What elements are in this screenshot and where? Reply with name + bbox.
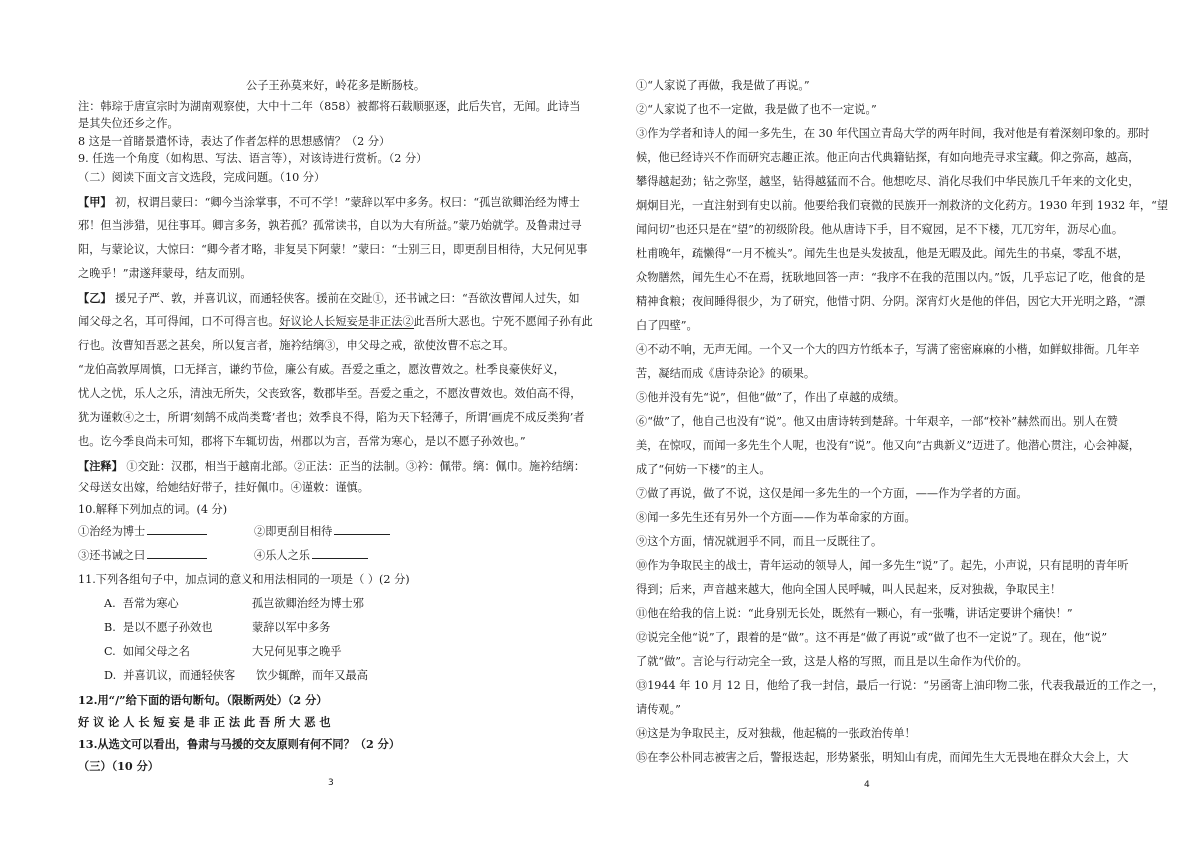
text-line: 炯炯目光，一直注射到有史以前。他要给我们衰微的民族开一剂救济的文化药方。1930 年到 1932 年，“望 — [636, 199, 1169, 212]
text-line: ③作为学者和诗人的闻一多先生，在 30 年代国立青岛大学的两年时间，我对他是有着深刻印象的。那时 — [636, 127, 1150, 140]
poem-note-1: 注：韩琮于唐宣宗时为湖南观察使，大中十二年（858）被都将石载顺驱逐，此后失官，无闻。此诗当 — [78, 100, 581, 113]
q10-item-2: ②即更刮目相待 — [254, 524, 392, 540]
section-2-heading: （二）阅读下面文言文选段，完成问题。（10 分） — [78, 171, 326, 184]
annotation-text: ①交趾：汉郡，相当于越南北部。②正法：正当的法制。③衿：佩带。缡：佩巾。施衿结缡： — [126, 460, 586, 473]
text-line: ②“人家说了也不一定做，我是做了也不一定说。” — [636, 103, 877, 116]
text-line: 众物膳然，闻先生心不在焉，抚耿地回答一声：“我序不在我的范围以内。”饭，几乎忘记了吃，他食的是 — [636, 271, 1146, 284]
passage-yi-line-5: 忧人之忧，乐人之乐，清浊无所失，父丧致客，数郡毕至。吾爱之重之，不愿汝曹效也。效伯高不得， — [78, 387, 582, 400]
page-number: 3 — [328, 778, 334, 788]
text-line: 美，在惊叹，而闻一多先生个人呢，也没有“说”。他又向“古典新义”迈进了。他潜心贯注，心会神凝， — [636, 439, 1140, 452]
text-line: 白了四壁”。 — [636, 319, 698, 332]
passage-jia-line-1 — [78, 194, 580, 211]
q10-item-3: ③还书诫之曰 — [78, 548, 209, 564]
text-line: ⑥“做”了，他自己也没有“说”。他又由唐诗转到楚辞。十年艰辛，一部“校补”赫然而出。别人在赞 — [636, 415, 1118, 428]
passage-jia-line-4: 之晚乎！”肃遂拜蒙母，结友而别。 — [78, 267, 252, 280]
q11-option-b-2: 蒙辞以军中多务 — [252, 621, 331, 634]
passage-yi-line-7: 也。讫今季良尚未可知，郡将下车辄切齿，州郡以为言，吾常为寒心，是以不愿子孙效也。” — [78, 435, 526, 448]
q11-option-d-2: 饮少辄醉，而年又最高 — [256, 669, 368, 682]
q10-item-4: ④乐人之乐 — [254, 548, 370, 564]
q11-option-b: B. 是以不愿子孙效也 — [104, 621, 213, 634]
q11-option-c: C. 如闻父母之名 — [104, 645, 190, 658]
question-12: 12.用“/”给下面的语句断句。（限断两处）（2 分） — [78, 693, 328, 707]
passage-yi-text: 此吾所大恶也。宁死不愿闻子孙有此 — [413, 315, 593, 328]
text-line: ①“人家说了再做，我是做了再说。” — [636, 79, 810, 92]
text-line: 请传观。” — [636, 703, 681, 716]
text-line: 苦，凝结而成《唐诗杂论》的硕果。 — [636, 367, 816, 380]
text-line: ⑭这是为争取民主，反对独裁，他起稿的一张政治传单！ — [636, 727, 916, 740]
q11-option-c-2: 大兄何见事之晚乎 — [252, 645, 342, 658]
text-line: 候，他已经诗兴不作而研究志趣正浓。他正向古代典籍钻探，有如向地壳寻求宝藏。仰之弥高，越高， — [636, 151, 1140, 164]
annotation-line-2: 父母送女出嫁，给她结好带子，挂好佩巾。④谨敕：谨慎。 — [78, 481, 369, 494]
underlined-sentence: 好议论人长短妄是非正法② — [279, 315, 414, 328]
text-line: ⑮在李公朴同志被害之后，警报迭起，形势紧张，明知山有虎，而闻先生大无畏地在群众大会上，大 — [636, 751, 1129, 764]
q11-option-d: D. 并喜讥议，而通轻侠客 — [104, 669, 236, 682]
q12-sentence: 好 议 论 人 长 短 妄 是 非 正 法 此 吾 所 大 恶 也 — [78, 715, 331, 729]
passage-yi-label: 【乙】 — [78, 291, 112, 305]
text-line: 了就“做”。言论与行动完全一致，这是人格的写照，而且是以生命作为代价的。 — [636, 655, 1028, 668]
annotation-label: 【注释】 — [78, 459, 123, 473]
question-9: 9. 任选一个角度（如构思、写法、语言等），对该诗进行赏析。（2 分） — [78, 152, 428, 165]
text-line: 精神食粮；夜间睡得很少，为了研究，他惜寸阴、分阴。深宵灯火是他的伴侣，因它大开光明之路，“漂 — [636, 295, 1146, 308]
text-line: ⑬1944 年 10 月 12 日，他给了我一封信，最后一行说：“另函寄上油印物二张，代表我最近的工作之一， — [636, 679, 1164, 692]
passage-yi-line-1 — [78, 290, 580, 307]
page-4 — [636, 0, 1169, 848]
text-line: ⑨这个方面，情况就迥乎不同，而且一反既往了。 — [636, 535, 883, 548]
q11-option-a: A. 吾常为寒心 — [104, 597, 179, 610]
passage-yi-line-4: “龙伯高敦厚周慎，口无择言，谦约节俭，廉公有威。吾爱之重之，愿汝曹效之。杜季良豪侠好义， — [78, 363, 565, 376]
q11-option-a-2: 孤岂欲卿治经为博士邪 — [252, 597, 364, 610]
passage-jia-label: 【甲】 — [78, 195, 112, 209]
q10-item-1: ①治经为博士 — [78, 524, 209, 540]
text-line: 得到；后来，声音越来越大，他向全国人民呼喊，叫人民起来，反对独裁，争取民主！ — [636, 583, 1062, 596]
text-line: 成了“何妨一下楼”的主人。 — [636, 463, 771, 476]
passage-yi-text: 援兄子严、敦，并喜讥议，而通轻侠客。援前在交趾①，还书诫之曰：“吾欲汝曹闻人过失，如 — [115, 292, 580, 305]
passage-yi-line-3: 行也。汝曹知吾恶之甚矣，所以复言者，施衿结缡③，申父母之戒，欲使汝曹不忘之耳。 — [78, 339, 515, 352]
question-13: 13.从选文可以看出，鲁肃与马援的交友原则有何不同？（2 分） — [78, 737, 401, 751]
question-11: 11.下列各组句子中，加点词的意义和用法相同的一项是（ ）(2 分) — [78, 573, 410, 586]
question-8: 8 这是一首睹景遣怀诗，表达了作者怎样的思想感情？（2 分） — [78, 135, 391, 148]
text-line: ⑦做了再说，做了不说，这仅是闻一多先生的一个方面，——作为学者的方面。 — [636, 487, 1028, 500]
passage-jia-text: 初，权谓吕蒙曰：“卿今当涂掌事，不可不学！”蒙辞以军中多务。权曰：“孤岂欲卿治经为博士 — [115, 196, 580, 209]
passage-yi-text: 闻父母之名，耳可得闻，口不可得言也。 — [78, 315, 280, 328]
passage-jia-line-3: 阳，与蒙论议，大惊曰：“卿今者才略，非复吴下阿蒙！”蒙曰：“士别三日，即更刮目相待，大兄何见事 — [78, 243, 588, 256]
text-line: 攀得越起劲；钻之弥坚，越坚，钻得越猛而不合。他想吃尽、消化尽我们中华民族几千年来的文化史， — [636, 175, 1140, 188]
page-number: 4 — [864, 780, 870, 790]
poem-note-2: 是其失位还乡之作。 — [78, 117, 179, 130]
page-3 — [78, 0, 593, 848]
annotation-line-1 — [78, 458, 585, 475]
text-line: 杜甫晚年，疏懒得“一月不梳头”。闻先生也是头发披乱，他是无暇及此。闻先生的书桌，零乱不堪， — [636, 247, 1129, 260]
text-line: ⑩作为争取民主的战士，青年运动的领导人，闻一多先生“说”了。起先，小声说，只有昆明的青年听 — [636, 559, 1129, 572]
poem-line: 公子王孙莫来好，岭花多是断肠枝。 — [246, 79, 426, 92]
text-line: ⑧闻一多先生还有另外一个方面——作为革命家的方面。 — [636, 511, 916, 524]
text-line: 闻问切”也还只是在“望”的初级阶段。他从唐诗下手，目不窥园，足不下楼，兀兀穷年，沥尽心血。 — [636, 223, 1124, 236]
passage-jia-line-2: 邪！但当涉猎，见往事耳。卿言多务，孰若孤？孤常读书，自以为大有所益。”蒙乃始就学。及鲁肃过寻 — [78, 219, 582, 232]
text-line: ④不动不响，无声无闻。一个又一个大的四方竹纸本子，写满了密密麻麻的小楷，如鲜蚁排衙。几年辛 — [636, 343, 1140, 356]
text-line: ⑪他在给我的信上说：“此身别无长处，既然有一颗心，有一张嘴，讲话定要讲个痛快！” — [636, 607, 1073, 620]
passage-yi-line-6: 犹为谨敕④之士，所谓‘刻鹄不成尚类鹜’者也；效季良不得，陷为天下轻薄子，所谓‘画虎不成反类狗’者 — [78, 411, 585, 424]
text-line: ⑫说完全他“说”了，跟着的是“做”。这不再是“做了再说”或“做了也不一定说”了。现在，他“说” — [636, 631, 1108, 644]
passage-yi-line-2 — [78, 314, 593, 330]
question-10: 10.解释下列加点的词。(4 分) — [78, 503, 228, 516]
text-line: ⑤他并没有先“说”，但他“做”了，作出了卓越的成绩。 — [636, 391, 906, 404]
section-3-heading: （三）（10 分） — [78, 759, 159, 773]
